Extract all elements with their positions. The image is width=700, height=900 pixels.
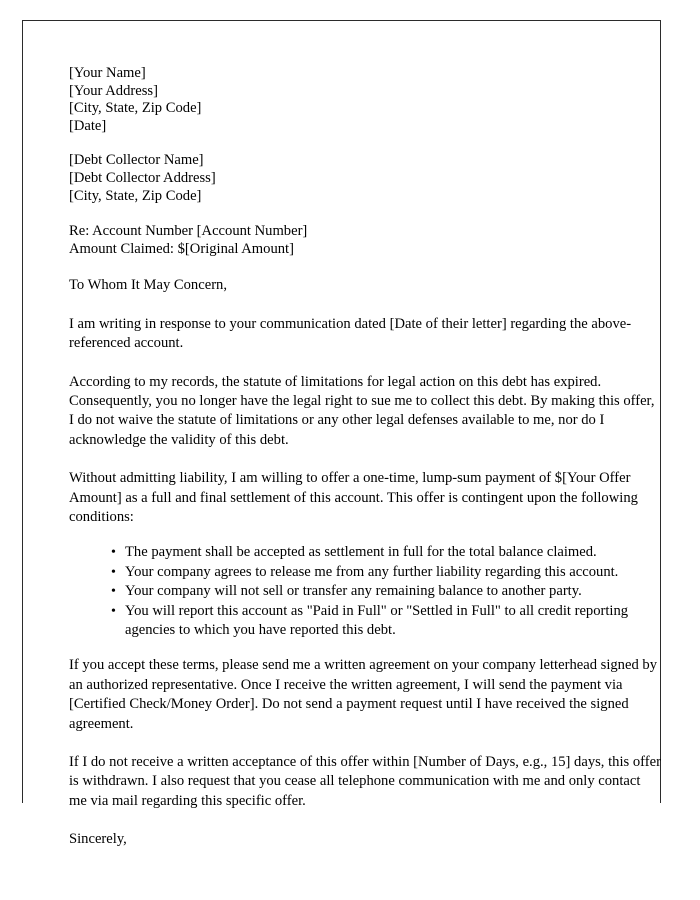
list-item: • The payment shall be accepted as settlement in full for the total balance claimed. bbox=[111, 543, 661, 562]
recipient-address-block bbox=[69, 152, 661, 205]
letter-content bbox=[69, 65, 661, 850]
recipient-name: [Debt Collector Name] bbox=[69, 152, 204, 169]
spacer bbox=[69, 640, 661, 656]
sender-name: [Your Name] bbox=[69, 65, 146, 81]
closing-salutation: Sincerely, bbox=[69, 831, 127, 848]
account-number-line: Re: Account Number [Account Number] bbox=[69, 223, 308, 240]
salutation: To Whom It May Concern, bbox=[69, 277, 227, 294]
spacer bbox=[69, 527, 661, 543]
spacer bbox=[69, 354, 661, 373]
reference-block bbox=[69, 223, 661, 258]
list-item: • Your company agrees to release me from any further liability regarding this account. bbox=[111, 563, 661, 582]
paragraph-statute-of-limitations: According to my records, the statute of limitations for legal action on this debt has expired. Consequently, you no longer have the legal right to sue me to collect this debt. By making this offer, I do not waive the statute of limitations or any other legal defenses available to me, nor do I acknowledge the validity of this debt. bbox=[69, 373, 655, 448]
spacer bbox=[69, 450, 661, 469]
sender-address-block bbox=[69, 65, 661, 135]
spacer bbox=[69, 811, 661, 830]
spacer bbox=[69, 205, 661, 223]
spacer bbox=[69, 135, 661, 152]
letter-date: [Date] bbox=[69, 117, 107, 134]
paragraph-acceptance-terms: If you accept these terms, please send me a written agreement on your company letterhead signed by an authorized representative. Once I receive the written agreement, I will send the payment via [Certified Check/Money Order]. Do not send a payment request until I have received the signed agreement. bbox=[69, 657, 657, 732]
amount-claimed-line: Amount Claimed: $[Original Amount] bbox=[69, 240, 294, 257]
paragraph-offer-deadline: If I do not receive a written acceptance of this offer within [Number of Days, e.g., 15] days, this offer is withdrawn. I also request that you cease all telephone communication with me and only contact me via mail regarding this specific offer. bbox=[69, 754, 661, 809]
letter-page bbox=[22, 20, 661, 848]
sender-street: [Your Address] bbox=[69, 82, 158, 99]
spacer bbox=[69, 258, 661, 276]
sender-city-state-zip: [City, State, Zip Code] bbox=[69, 100, 202, 117]
paragraph-intro: I am writing in response to your communication dated [Date of their letter] regarding the above-referenced account. bbox=[69, 315, 632, 352]
list-item: • Your company will not sell or transfer any remaining balance to another party. bbox=[111, 582, 661, 601]
spacer bbox=[69, 734, 661, 753]
paragraph-settlement-offer: Without admitting liability, I am willing to offer a one-time, lump-sum payment of $[Your Offer Amount] as a full and final settlement of this account. This offer is contingent upon the following conditions: bbox=[69, 470, 638, 525]
recipient-city-state-zip: [City, State, Zip Code] bbox=[69, 187, 202, 204]
recipient-street: [Debt Collector Address] bbox=[69, 169, 216, 186]
spacer bbox=[69, 296, 661, 315]
list-item: • You will report this account as "Paid in Full" or "Settled in Full" to all credit reporting agencies to which you have reported this debt. bbox=[111, 602, 661, 641]
conditions-list bbox=[69, 543, 661, 640]
